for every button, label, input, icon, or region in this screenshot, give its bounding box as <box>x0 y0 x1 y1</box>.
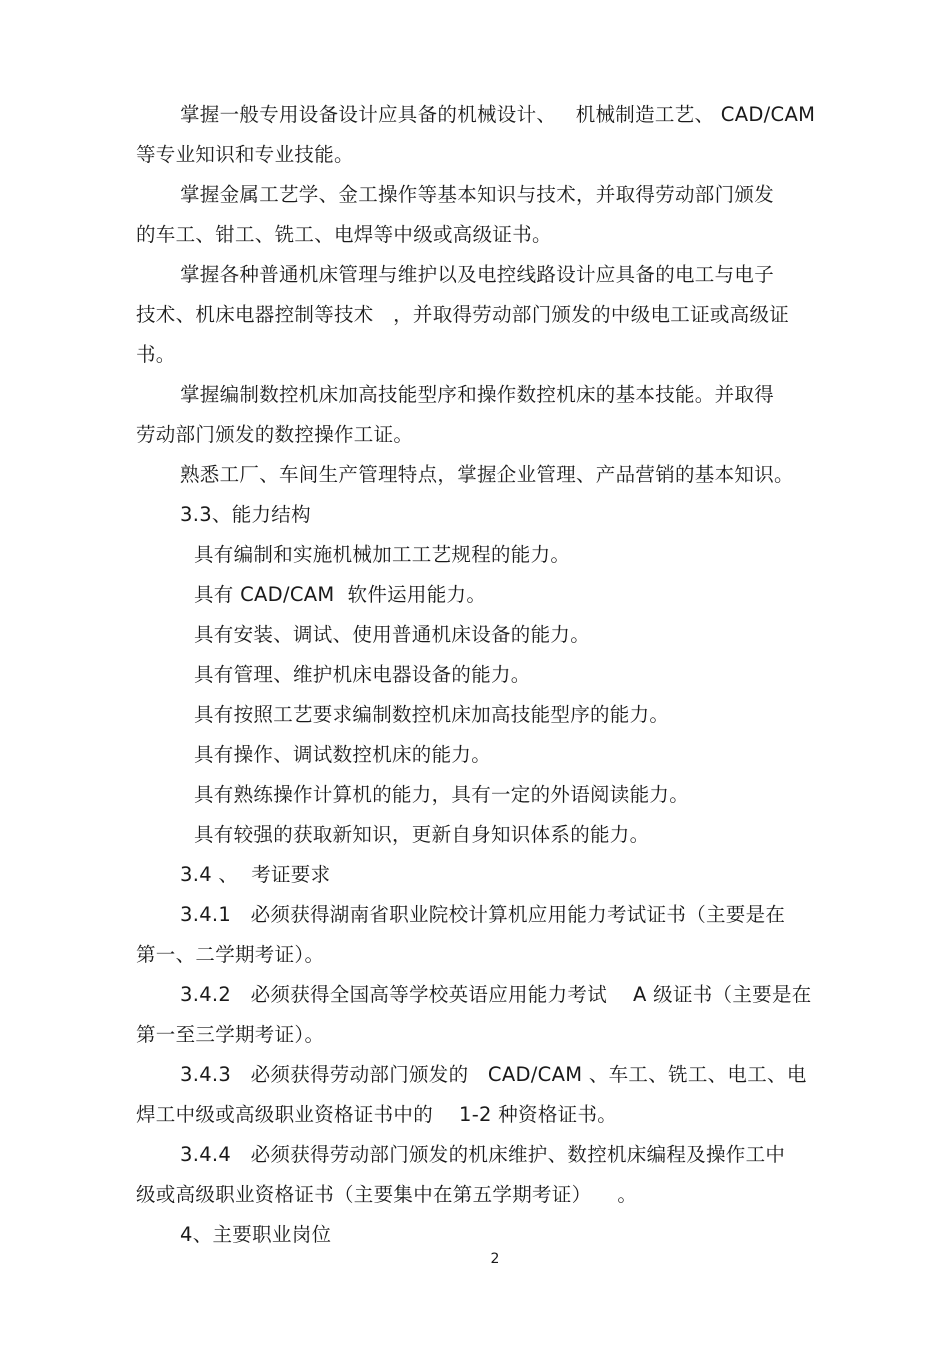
text-line: 第一至三学期考证）。 <box>136 1023 325 1046</box>
text-line: 级或高级职业资格证书（主要集中在第五学期考证） 。 <box>136 1183 638 1206</box>
text-line: 书。 <box>136 343 176 366</box>
text-line: 3.4.2 必须获得全国高等学校英语应用能力考试 A 级证书（主要是在 <box>180 983 812 1006</box>
page-number: 2 <box>490 1251 500 1267</box>
text-line: 劳动部门颁发的数控操作工证。 <box>136 423 414 446</box>
section-heading: 4、主要职业岗位 <box>180 1223 332 1246</box>
text-line: 具有安装、调试、使用普通机床设备的能力。 <box>194 623 591 646</box>
text-line: 具有 CAD/CAM 软件运用能力。 <box>194 583 487 606</box>
text-line: 掌握编制数控机床加高技能型序和操作数控机床的基本技能。并取得 <box>180 383 775 406</box>
text-line: 技术、机床电器控制等技术 ，并取得劳动部门颁发的中级电工证或高级证 <box>136 303 790 326</box>
text-line: 3.4.1 必须获得湖南省职业院校计算机应用能力考试证书（主要是在 <box>180 903 786 926</box>
text-line: 第一、二学期考证）。 <box>136 943 325 966</box>
text-line: 等专业知识和专业技能。 <box>136 143 354 166</box>
text-line: 具有按照工艺要求编制数控机床加高技能型序的能力。 <box>194 703 670 726</box>
text-line: 的车工、钳工、铣工、电焊等中级或高级证书。 <box>136 223 552 246</box>
text-line: 掌握金属工艺学、金工操作等基本知识与技术，并取得劳动部门颁发 <box>180 183 775 206</box>
section-heading: 3.3、能力结构 <box>180 503 311 526</box>
text-line: 3.4.4 必须获得劳动部门颁发的机床维护、数控机床编程及操作工中 <box>180 1143 786 1166</box>
text-line: 掌握各种普通机床管理与维护以及电控线路设计应具备的电工与电子 <box>180 263 775 286</box>
section-heading: 3.4 、 考证要求 <box>180 863 331 886</box>
text-line: 熟悉工厂、车间生产管理特点，掌握企业管理、产品营销的基本知识。 <box>180 463 794 486</box>
text-line: 具有编制和实施机械加工工艺规程的能力。 <box>194 543 571 566</box>
text-line: 焊工中级或高级职业资格证书中的 1-2 种资格证书。 <box>136 1103 618 1126</box>
text-line: 具有管理、维护机床电器设备的能力。 <box>194 663 531 686</box>
text-line: 3.4.3 必须获得劳动部门颁发的 CAD/CAM 、车工、铣工、电工、电 <box>180 1063 807 1086</box>
text-line: 具有较强的获取新知识，更新自身知识体系的能力。 <box>194 823 650 846</box>
text-line: 掌握一般专用设备设计应具备的机械设计、 机械制造工艺、 CAD/CAM <box>180 103 816 126</box>
text-line: 具有熟练操作计算机的能力，具有一定的外语阅读能力。 <box>194 783 690 806</box>
text-line: 具有操作、调试数控机床的能力。 <box>194 743 492 766</box>
